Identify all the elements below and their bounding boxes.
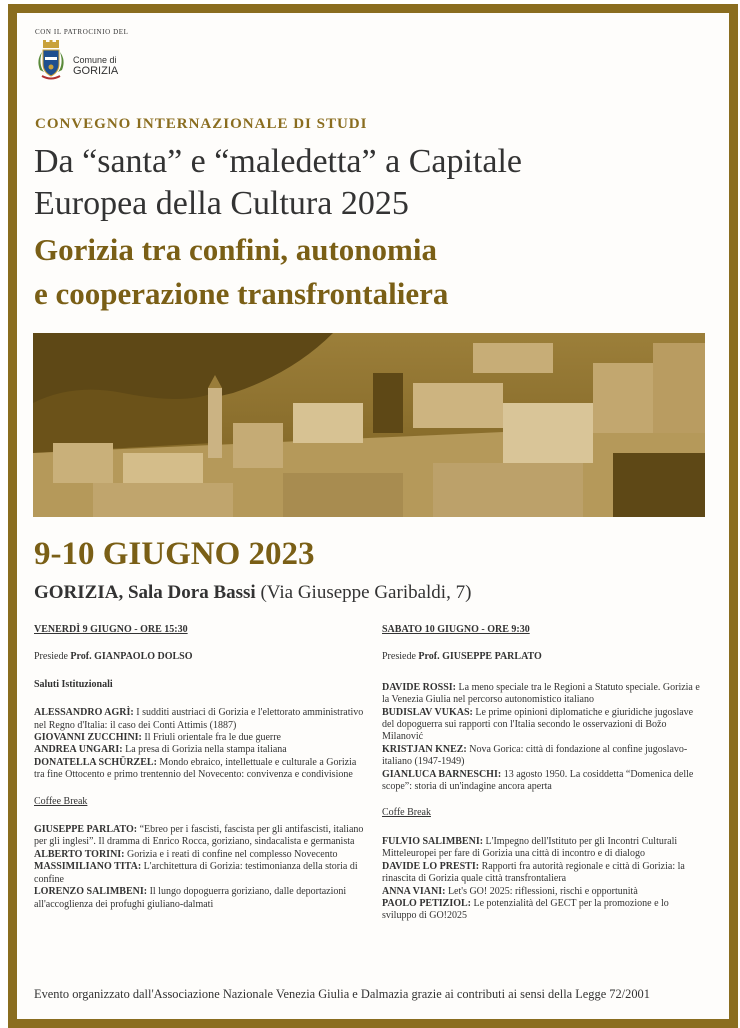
talk-item: GIANLUCA BARNESCHI: 13 agosto 1950. La cosiddetta “Domenica delle scope”: storia di un'indagine ancora aperta [382,768,694,793]
talk-item: GIUSEPPE PARLATO: “Ebreo per i fascisti, fascista per gli antifascisti, italiano per gli inglesi”. Il dramma di Enrico Rocca, goriziano, sindacalista e germanista [34,824,364,848]
venue-address: (Via Giuseppe Garibaldi, 7) [255,582,472,603]
city-panorama-image [33,333,705,517]
day-1-header: VENERDÌ 9 GIUGNO - ORE 15:30 [34,624,188,635]
day-1-talks-a [34,707,369,781]
talk-item: FULVIO SALIMBENI: L'Impegno dell'Istituto per gli Incontri Culturali Mitteleuropei per fare di Gorizia una città di incontro e di dialogo [382,835,678,860]
comune-label: Comune di [73,55,117,65]
talk-item: DONATELLA SCHÜRZEL: Mondo ebraico, intellettuale e culturale a Gorizia tra fine Ottocento e primo trentennio del Novecento: convivenza e condivisione [34,756,357,781]
talk-item: ANDREA UNGARI: La presa di Gorizia nella stampa italiana [34,744,287,756]
day-2-talks-b [382,836,702,923]
talk-item: GIOVANNI ZUCCHINI: Il Friuli orientale fra le due guerre [34,732,281,744]
day-1-talks-b [34,824,369,911]
day-2-coffee-break: Coffe Break [382,807,431,819]
program-day-2 [382,624,702,923]
day-2-chair: Presiede Prof. GIUSEPPE PARLATO [382,651,542,663]
talk-item: MASSIMILIANO TITA: L'architettura di Gorizia: testimonianza della storia di confine [34,861,358,885]
headline-line-1: Gorizia tra confini, autonomia [34,232,437,267]
talk-item: DAVIDE LO PRESTI: Rapporti fra autorità regionale e città di Gorizia: la rinascita di Gorizia quale città transfrontaliera [382,860,685,885]
talk-item: DAVIDE ROSSI: La meno speciale tra le Regioni a Statuto speciale. Gorizia e la Venezia Giulia nel percorso autonomistico italiano [382,681,700,706]
talk-item: LORENZO SALIMBENI: Il lungo dopoguerra goriziano, dalle deportazioni all'accoglienza dei profughi giuliano-dalmati [34,886,347,910]
day-1-opening: Saluti Istituzionali [34,678,113,690]
title-line-1: Da “santa” e “maledetta” a Capitale [34,143,522,180]
title-line-2: Europea della Cultura 2025 [34,185,409,222]
gorizia-crest-icon [34,40,68,82]
talk-item: ANNA VIANI: Let's GO! 2025: riflessioni, rischi e opportunità [382,885,638,897]
day-2-chair-name: Prof. GIUSEPPE PARLATO [418,651,542,663]
talk-item: ALBERTO TORINI: Gorizia e i reati di confine nel complesso Novecento [34,848,338,860]
headline-line-2: e cooperazione transfrontaliera [34,276,449,311]
program-day-1 [34,624,369,911]
talk-item: PAOLO PETIZIOL: Le potenzialità del GECT per la promozione e lo sviluppo di GO!2025 [382,897,669,922]
patronage-label: CON IL PATROCINIO DEL [35,28,129,36]
day-1-chair-name: Prof. GIANPAOLO DOLSO [70,651,193,663]
talk-item: BUDISLAV VUKAS: Le prime opinioni diplomatiche e giuridiche jugoslave del dopoguerra sui rapporti con l'Italia secondo le osservazioni di Božo Milanović [382,706,694,743]
organizer-footer: Evento organizzato dall'Associazione Nazionale Venezia Giulia e Dalmazia grazie ai contributi ai sensi della Legge 72/2001 [34,987,650,1001]
event-subtitle: CONVEGNO INTERNAZIONALE DI STUDI [35,116,368,132]
day-2-header: SABATO 10 GIUGNO - ORE 9:30 [382,624,530,635]
day-1-coffee-break: Coffee Break [34,795,88,807]
event-date: 9-10 GIUGNO 2023 [34,536,315,572]
talk-item: KRISTJAN KNEZ: Nova Gorica: città di fondazione al confine jugoslavo-italiano (1947-1949) [382,743,688,768]
event-venue [34,582,471,604]
day-2-talks-a [382,682,702,794]
day-1-chair: Presiede Prof. GIANPAOLO DOLSO [34,651,193,663]
venue-name: GORIZIA, Sala Dora Bassi [34,582,256,603]
comune-name: GORIZIA [73,65,119,77]
talk-item: ALESSANDRO AGRÌ: I sudditi austriaci di Gorizia e l'elettorato amministrativo nel Regno d'Italia: il caso dei Conti Attimis (1887) [34,707,364,731]
